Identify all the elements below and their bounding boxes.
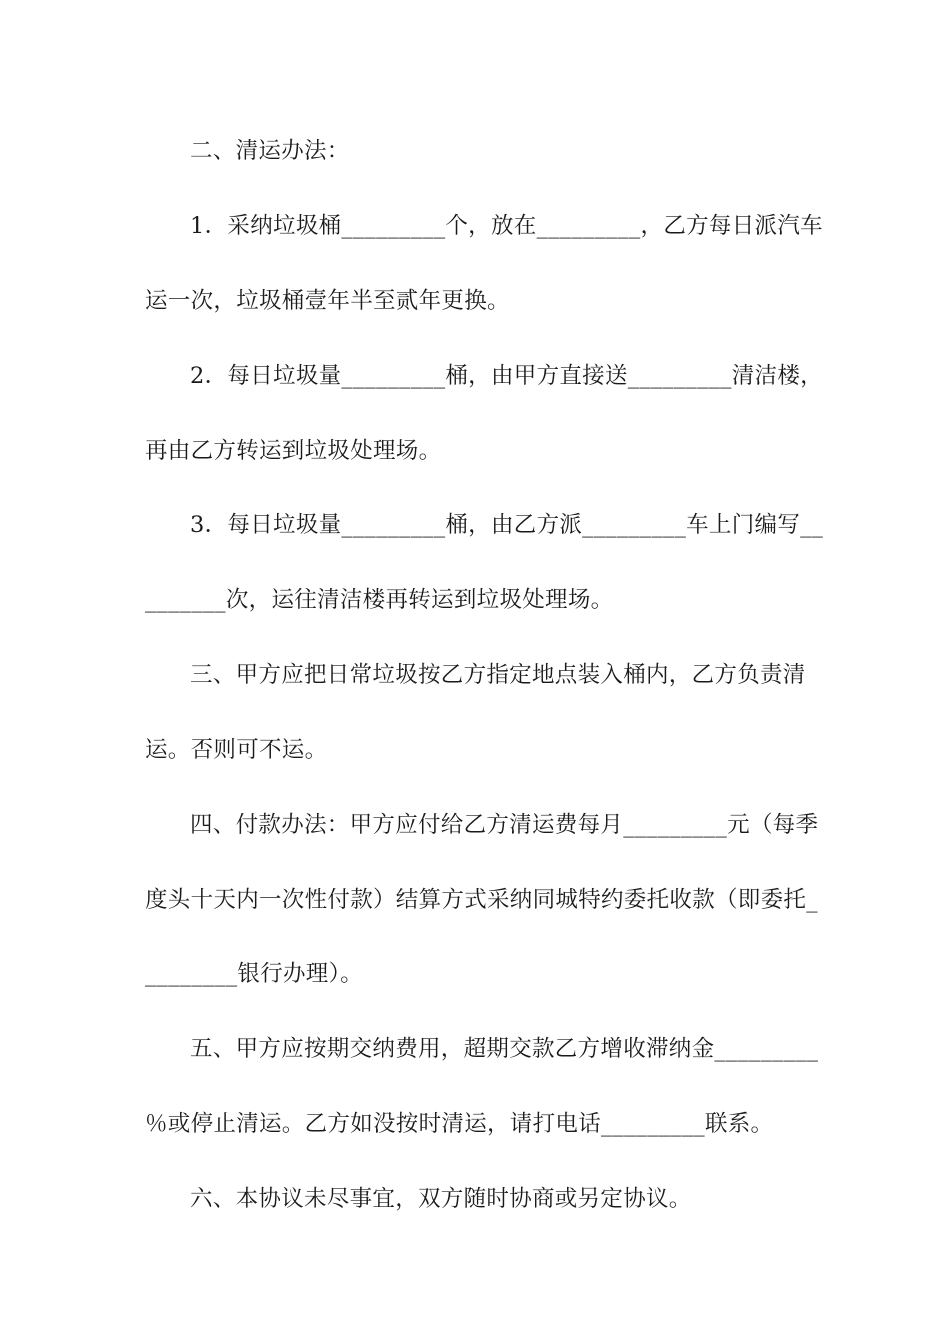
paragraph-line: 再由乙方转运到垃圾处理场。 [145,438,442,464]
paragraph-line: ％或停止清运。乙方如没按时清运，请打电话_________联系。 [145,1111,774,1137]
section-line-five: 五、甲方应按期交纳费用，超期交款乙方增收滞纳金_________ [190,1036,819,1062]
paragraph-line: 2．每日垃圾量_________桶，由甲方直接送_________清洁楼， [190,363,823,389]
paragraph-line: 运。否则可不运。 [145,737,328,763]
paragraph-line: _______次，运往清洁楼再转运到垃圾处理场。 [145,587,614,613]
paragraph-line: 3．每日垃圾量_________桶，由乙方派_________车上门编写__ [190,512,824,538]
section-line-three: 三、甲方应把日常垃圾按乙方指定地点装入桶内，乙方负责清 [190,662,806,688]
paragraph-line: ________银行办理）。 [145,961,363,987]
section-line-six: 六、本协议未尽事宜，双方随时协商或另定协议。 [190,1186,692,1212]
section-line-four: 四、付款办法：甲方应付给乙方清运费每月_________元（每季 [190,812,819,838]
paragraph-line: 1．采纳垃圾桶_________个，放在_________，乙方每日派汽车 [190,213,823,239]
paragraph-line: 度头十天内一次性付款）结算方式采纳同城特约委托收款（即委托_ [145,887,818,913]
paragraph-line: 运一次，垃圾桶壹年半至贰年更换。 [145,288,510,314]
section-heading-cleanup-method: 二、清运办法： [190,138,350,164]
